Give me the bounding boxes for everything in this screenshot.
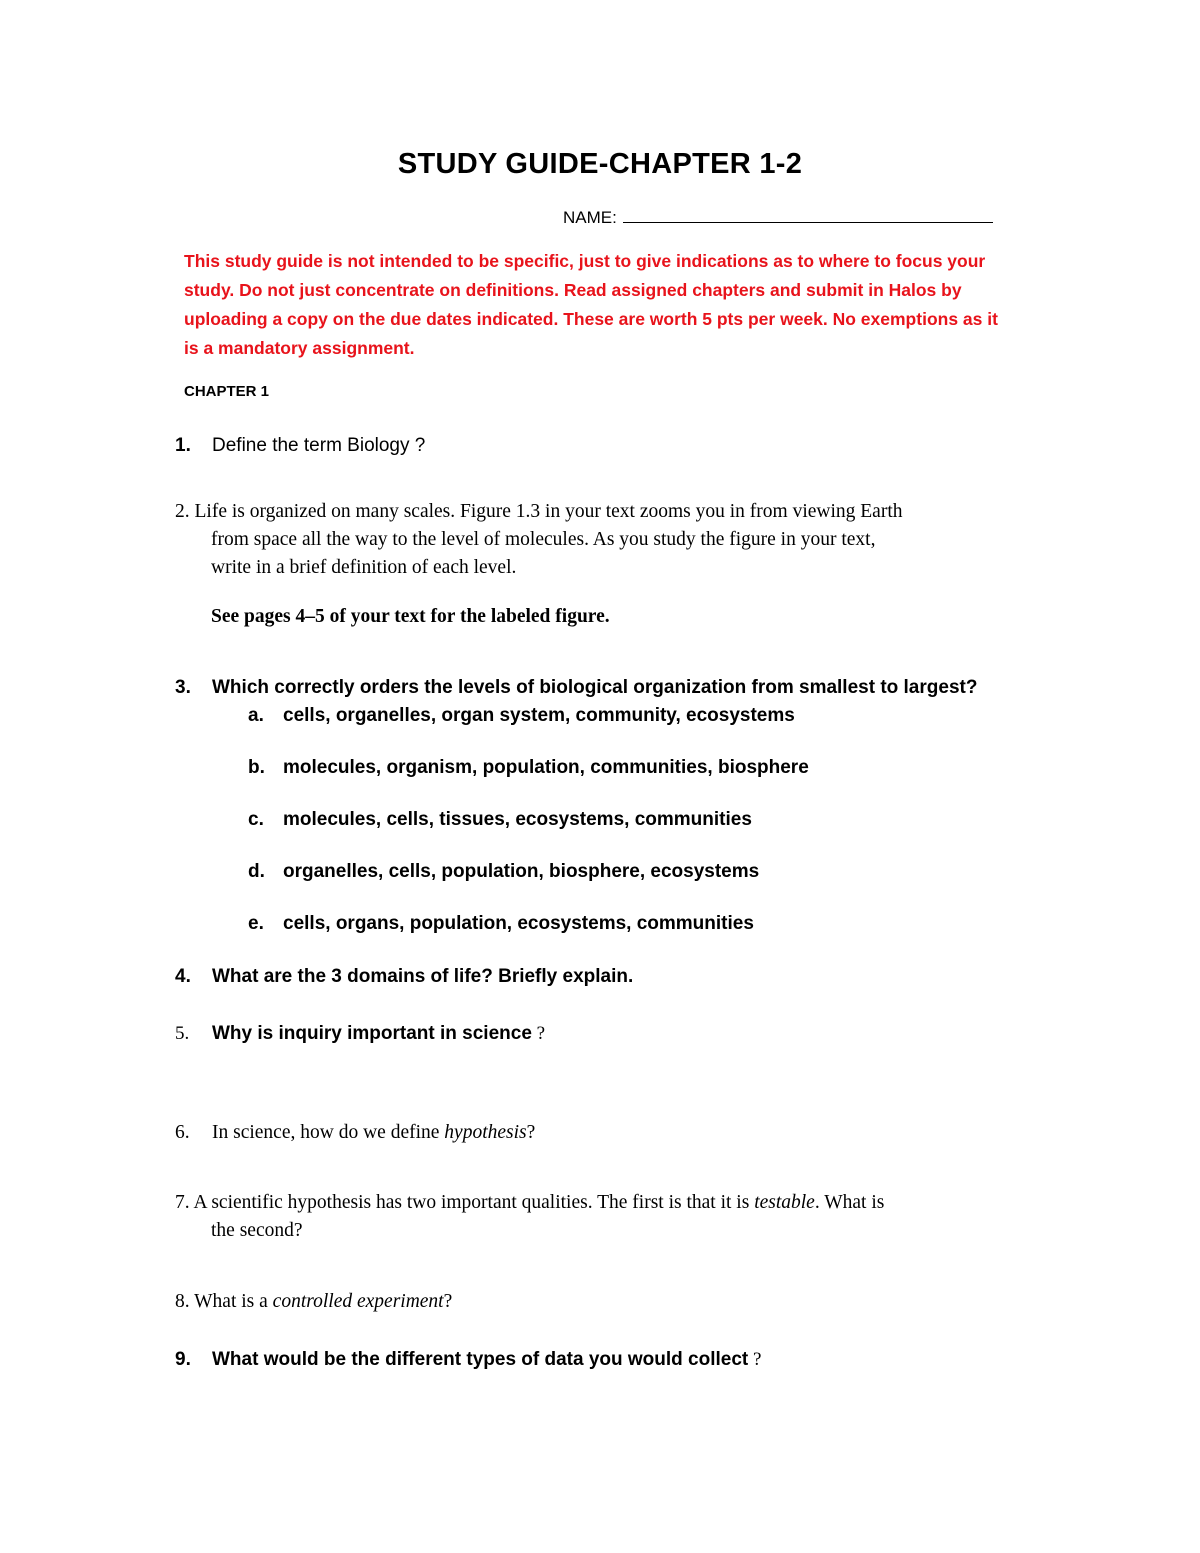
option-e	[248, 913, 754, 935]
question-5-text	[212, 1023, 545, 1045]
question-5-body: Why is inquiry important in science	[212, 1023, 532, 1044]
question-1-number: 1.	[175, 435, 191, 456]
option-c	[248, 809, 752, 831]
option-a	[248, 705, 795, 727]
option-e-letter: e.	[248, 913, 264, 934]
option-a-letter: a.	[248, 705, 264, 726]
question-2	[175, 501, 903, 523]
option-b	[248, 757, 809, 779]
question-7-number: 7.	[175, 1192, 190, 1213]
question-2-line-1: Life is organized on many scales. Figure 1.3 in your text zooms you in from viewing Earth	[194, 501, 903, 522]
question-4-text: What are the 3 domains of life? Briefly explain.	[212, 966, 634, 987]
question-1	[175, 435, 426, 457]
question-5-tail: ?	[531, 1023, 546, 1044]
option-a-text: cells, organelles, organ system, community, ecosystems	[283, 705, 795, 726]
page-title: STUDY GUIDE-CHAPTER 1-2	[397, 148, 803, 180]
question-3	[175, 677, 978, 699]
notice-line-3: uploading a copy on the due dates indicated. These are worth 5 pts per week. No exemptions as it	[184, 309, 998, 329]
notice-line-4: is a mandatory assignment.	[184, 338, 415, 358]
question-2-line-2: from space all the way to the level of molecules. As you study the figure in your text,	[211, 529, 876, 550]
question-4-number: 4.	[175, 966, 191, 987]
question-6-after: ?	[526, 1122, 536, 1143]
question-7-line-2: the second?	[211, 1220, 303, 1241]
chapter-heading: CHAPTER 1	[184, 383, 270, 400]
question-8-before: What is a	[194, 1291, 273, 1312]
option-b-text: molecules, organism, population, communities, biosphere	[283, 757, 809, 778]
question-2-number: 2.	[175, 501, 190, 522]
option-d-letter: d.	[248, 861, 265, 882]
question-2-line-3: write in a brief definition of each level.	[211, 557, 517, 578]
question-9-number: 9.	[175, 1349, 191, 1370]
question-5	[175, 1023, 546, 1045]
question-2-note: See pages 4–5 of your text for the labeled figure.	[211, 606, 610, 627]
name-label: NAME:	[563, 208, 617, 227]
question-6-term: hypothesis	[444, 1122, 527, 1143]
notice-line-1: This study guide is not intended to be specific, just to give indications as to where to focus your	[184, 251, 986, 271]
option-d-text: organelles, cells, population, biosphere, ecosystems	[283, 861, 760, 882]
question-4	[175, 966, 634, 988]
notice-line-2: study. Do not just concentrate on definitions. Read assigned chapters and submit in Halos by	[184, 280, 962, 300]
option-d	[248, 861, 760, 883]
question-6-text	[212, 1122, 535, 1144]
question-6	[175, 1122, 536, 1144]
question-7-term: testable	[754, 1192, 815, 1213]
question-6-number: 6.	[175, 1122, 190, 1143]
name-field[interactable]	[563, 208, 993, 228]
question-8-term: controlled experiment	[272, 1291, 444, 1312]
question-7-before: A scientific hypothesis has two important qualities. The first is that it is	[193, 1192, 755, 1213]
question-9	[175, 1349, 762, 1371]
question-1-text: Define the term Biology ?	[212, 435, 426, 456]
question-8-after: ?	[443, 1291, 453, 1312]
question-6-before: In science, how do we define	[212, 1122, 445, 1143]
name-blank-line[interactable]	[623, 208, 993, 223]
question-8	[175, 1291, 452, 1313]
option-b-letter: b.	[248, 757, 265, 778]
question-9-text	[212, 1349, 761, 1371]
question-9-body: What would be the different types of data you would collect	[212, 1349, 749, 1370]
option-c-text: molecules, cells, tissues, ecosystems, communities	[283, 809, 752, 830]
question-9-tail: ?	[748, 1349, 762, 1370]
question-3-number: 3.	[175, 677, 191, 698]
question-5-number: 5.	[175, 1023, 190, 1044]
option-e-text: cells, organs, population, ecosystems, communities	[283, 913, 754, 934]
question-8-number: 8.	[175, 1291, 190, 1312]
question-7-after: . What is	[814, 1192, 885, 1213]
question-7	[175, 1192, 884, 1214]
option-c-letter: c.	[248, 809, 264, 830]
question-3-text: Which correctly orders the levels of biological organization from smallest to largest?	[212, 677, 978, 698]
